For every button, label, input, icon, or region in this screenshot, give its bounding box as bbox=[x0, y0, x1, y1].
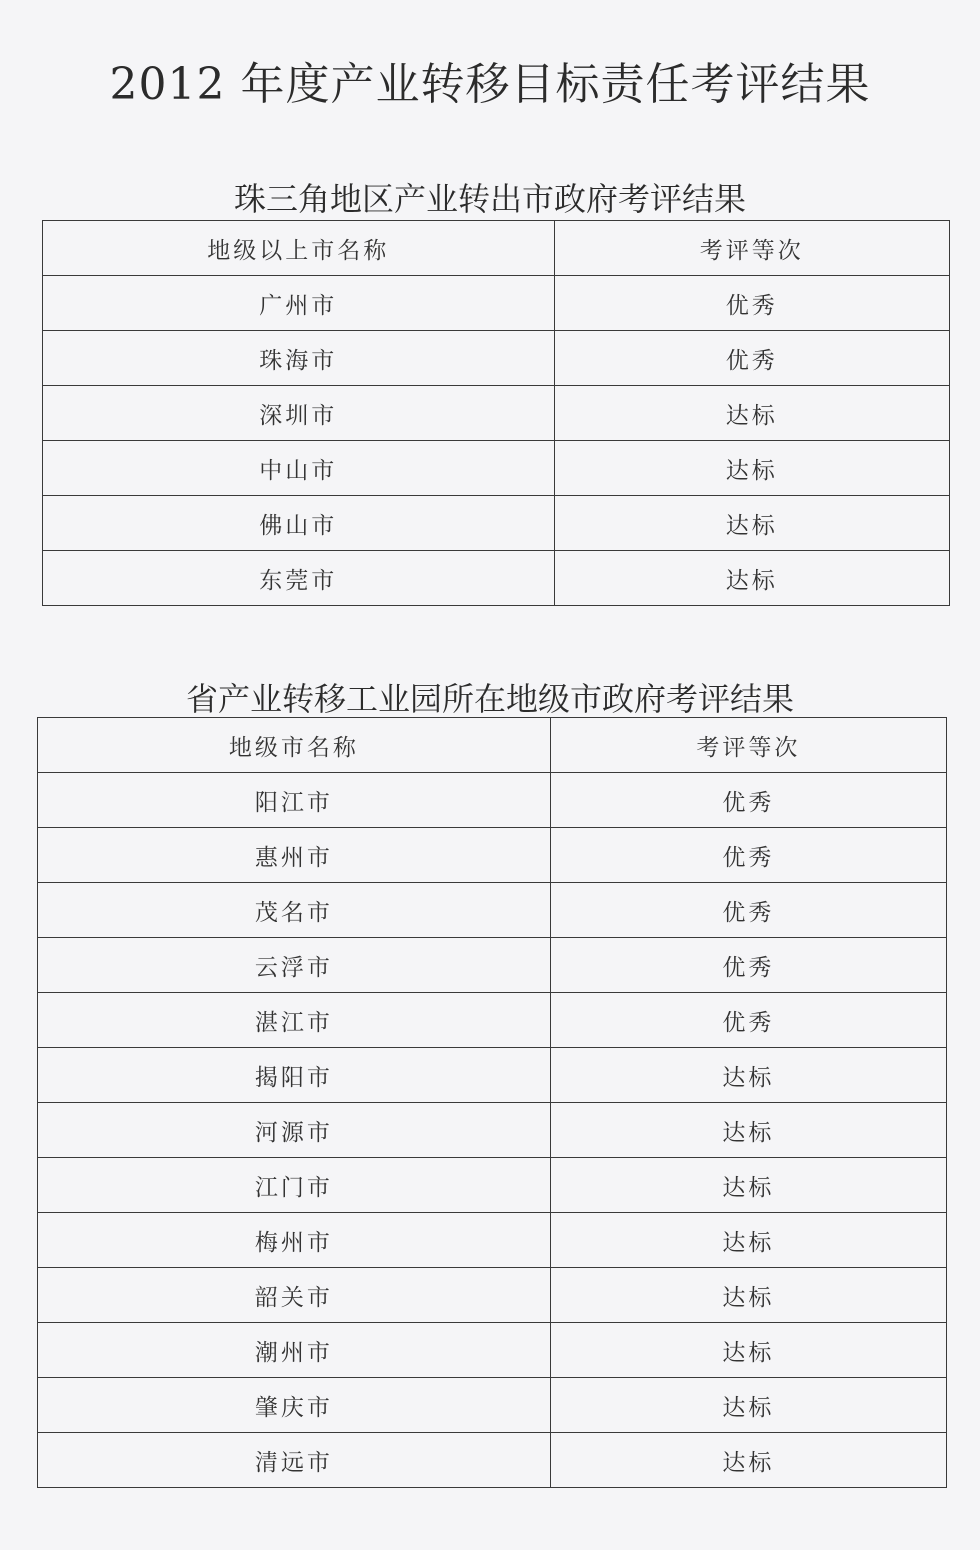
city-name-cell: 河源市 bbox=[38, 1103, 551, 1158]
table-row bbox=[38, 993, 947, 1048]
grade-cell: 达标 bbox=[550, 1268, 946, 1323]
city-name-cell: 佛山市 bbox=[43, 496, 555, 551]
header-grade: 考评等次 bbox=[550, 718, 946, 773]
grade-cell: 优秀 bbox=[550, 773, 946, 828]
city-name-cell: 中山市 bbox=[43, 441, 555, 496]
table-row bbox=[38, 1378, 947, 1433]
city-name-cell: 广州市 bbox=[43, 276, 555, 331]
table-header-row bbox=[43, 221, 950, 276]
section1-title: 珠三角地区产业转出市政府考评结果 bbox=[233, 180, 746, 218]
table-header-row bbox=[38, 718, 947, 773]
grade-cell: 达标 bbox=[550, 1213, 946, 1268]
grade-cell: 达标 bbox=[550, 1048, 946, 1103]
table-row bbox=[38, 1323, 947, 1378]
city-name-cell: 云浮市 bbox=[38, 938, 551, 993]
table-row bbox=[38, 1103, 947, 1158]
section1-table-body bbox=[43, 276, 950, 606]
grade-cell: 优秀 bbox=[550, 883, 946, 938]
document-title: 2012 年度产业转移目标责任考评结果 bbox=[109, 59, 871, 110]
grade-cell: 优秀 bbox=[554, 331, 949, 386]
city-name-cell: 清远市 bbox=[38, 1433, 551, 1488]
city-name-cell: 江门市 bbox=[38, 1158, 551, 1213]
grade-cell: 达标 bbox=[550, 1433, 946, 1488]
grade-cell: 优秀 bbox=[550, 993, 946, 1048]
city-name-cell: 阳江市 bbox=[38, 773, 551, 828]
table-row bbox=[43, 496, 950, 551]
grade-cell: 达标 bbox=[554, 386, 949, 441]
grade-cell: 达标 bbox=[550, 1103, 946, 1158]
table-row bbox=[38, 828, 947, 883]
table-row bbox=[43, 331, 950, 386]
table-row bbox=[38, 1048, 947, 1103]
header-grade: 考评等次 bbox=[554, 221, 949, 276]
city-name-cell: 东莞市 bbox=[43, 551, 555, 606]
table-row bbox=[38, 883, 947, 938]
city-name-cell: 揭阳市 bbox=[38, 1048, 551, 1103]
grade-cell: 达标 bbox=[554, 551, 949, 606]
table-row bbox=[38, 938, 947, 993]
section1-table bbox=[42, 220, 950, 606]
grade-cell: 达标 bbox=[554, 496, 949, 551]
grade-cell: 达标 bbox=[554, 441, 949, 496]
grade-cell: 优秀 bbox=[550, 828, 946, 883]
grade-cell: 优秀 bbox=[554, 276, 949, 331]
grade-cell: 达标 bbox=[550, 1378, 946, 1433]
city-name-cell: 惠州市 bbox=[38, 828, 551, 883]
grade-cell: 达标 bbox=[550, 1323, 946, 1378]
section2-title: 省产业转移工业园所在地级市政府考评结果 bbox=[185, 680, 794, 718]
city-name-cell: 珠海市 bbox=[43, 331, 555, 386]
city-name-cell: 梅州市 bbox=[38, 1213, 551, 1268]
section2-table bbox=[37, 717, 947, 1488]
city-name-cell: 茂名市 bbox=[38, 883, 551, 938]
city-name-cell: 肇庆市 bbox=[38, 1378, 551, 1433]
city-name-cell: 湛江市 bbox=[38, 993, 551, 1048]
table-row bbox=[38, 1433, 947, 1488]
section2-table-body bbox=[38, 773, 947, 1488]
table-row bbox=[43, 441, 950, 496]
header-city-name: 地级市名称 bbox=[38, 718, 551, 773]
grade-cell: 优秀 bbox=[550, 938, 946, 993]
table-row bbox=[43, 551, 950, 606]
city-name-cell: 潮州市 bbox=[38, 1323, 551, 1378]
table-row bbox=[38, 773, 947, 828]
table-row bbox=[38, 1158, 947, 1213]
table-row bbox=[43, 386, 950, 441]
city-name-cell: 深圳市 bbox=[43, 386, 555, 441]
grade-cell: 达标 bbox=[550, 1158, 946, 1213]
table-row bbox=[38, 1213, 947, 1268]
table-row bbox=[38, 1268, 947, 1323]
header-city-name: 地级以上市名称 bbox=[43, 221, 555, 276]
table-row bbox=[43, 276, 950, 331]
city-name-cell: 韶关市 bbox=[38, 1268, 551, 1323]
